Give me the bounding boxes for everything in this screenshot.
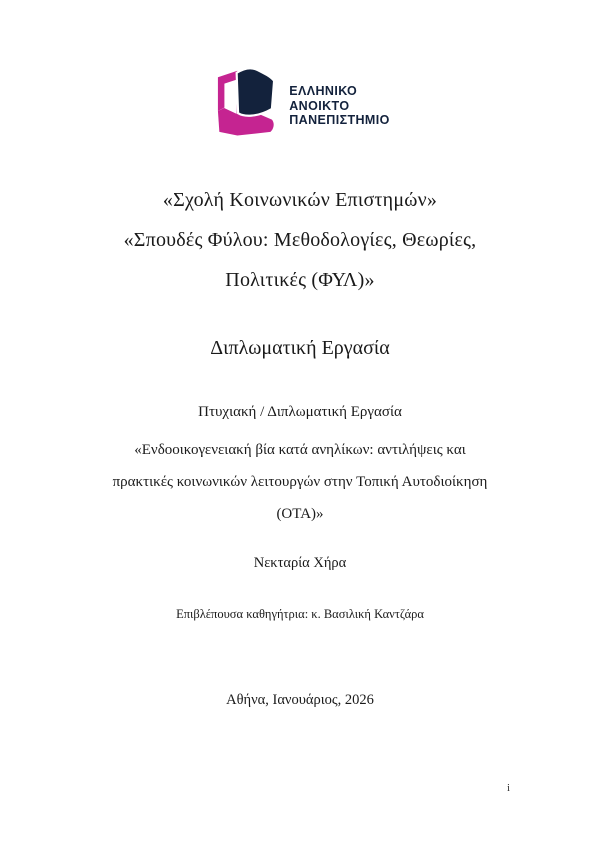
thesis-title-line-1: «Ενδοοικογενειακή βία κατά ανηλίκων: αντιλήψεις και <box>134 442 466 458</box>
open-book-logo-icon <box>210 66 282 146</box>
thesis-title-line-3: (ΟΤΑ)» <box>276 506 324 522</box>
university-logo <box>0 66 600 146</box>
thesis-type-subheading: Πτυχιακή / Διπλωματική Εργασία <box>198 404 402 420</box>
university-name-line2: ΑΝΟΙΚΤΟ <box>289 98 350 113</box>
thesis-type-heading: Διπλωματική Εργασία <box>210 337 390 359</box>
logo-navy-page <box>237 68 274 115</box>
thesis-title <box>0 434 600 530</box>
university-name-line3: ΠΑΝΕΠΙΣΤΗΜΙΟ <box>289 113 390 128</box>
school-line: «Σχολή Κοινωνικών Επιστημών» <box>162 189 438 211</box>
supervisor-line: Επιβλέπουσα καθηγήτρια: κ. Βασιλική Καντζάρα <box>176 607 424 621</box>
university-name <box>289 84 390 128</box>
thesis-title-line-2: πρακτικές κοινωνικών λειτουργών στην Τοπική Αυτοδιοίκηση <box>112 474 488 490</box>
program-line-2: Πολιτικές (ΦΥΛ)» <box>225 269 375 291</box>
program-line-1: «Σπουδές Φύλου: Μεθοδολογίες, Θεωρίες, <box>123 229 477 251</box>
university-name-line1: ΕΛΛΗΝΙΚΟ <box>289 84 358 99</box>
author-name: Νεκταρία Χήρα <box>253 555 347 571</box>
footer-page-number: i <box>506 782 510 794</box>
place-date-line: Αθήνα, Ιανουάριος, 2026 <box>226 692 374 708</box>
school-program-title <box>0 180 600 300</box>
logo-white-page <box>225 79 238 114</box>
